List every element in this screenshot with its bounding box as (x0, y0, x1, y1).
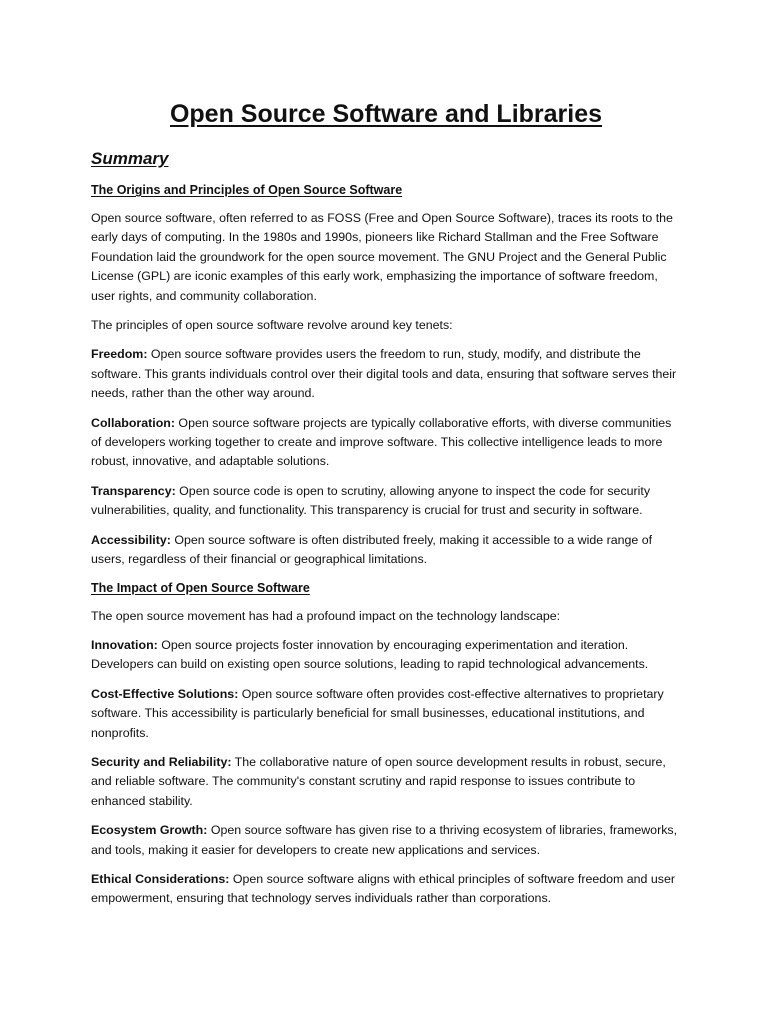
paragraph-text: Open source software, often referred to as FOSS (Free and Open Source Software), traces its roots to the early days of computing. In the 1980s and 1990s, pioneers like Richard Stallman and the Free Software Foundation laid the groundwork for the open source movement. The GNU Project and the General Public License (GPL) are iconic examples of this early work, emphasizing the importance of software freedom, user rights, and community collaboration. (91, 211, 673, 303)
paragraph (91, 607, 681, 626)
paragraph (91, 414, 681, 472)
paragraph-label: Accessibility: (91, 532, 171, 547)
paragraph-label: Collaboration: (91, 415, 175, 430)
paragraph (91, 821, 681, 860)
paragraph-label: Transparency: (91, 483, 176, 498)
document-sections (91, 182, 681, 909)
paragraph (91, 870, 681, 909)
paragraph-text: Open source software projects are typically collaborative efforts, with diverse communities of developers working together to create and improve software. This collective intelligence leads to more robust, innovative, and adaptable solutions. (91, 415, 672, 469)
paragraph (91, 345, 681, 403)
paragraph-text: The principles of open source software revolve around key tenets: (91, 318, 453, 333)
paragraph-label: Security and Reliability: (91, 754, 232, 769)
paragraph-text: Open source software is often distributed freely, making it accessible to a wide range of users, regardless of their financial or geographical limitations. (91, 532, 653, 567)
paragraph-label: Ethical Considerations: (91, 871, 230, 886)
summary-heading: Summary (91, 149, 169, 168)
paragraph-label: Innovation: (91, 637, 158, 652)
paragraph-text: Open source software often provides cost-effective alternatives to proprietary software. This accessibility is particularly beneficial for small businesses, educational institutions, and nonprofits. (91, 686, 664, 740)
section-heading: The Impact of Open Source Software (91, 580, 310, 595)
paragraph (91, 685, 681, 743)
document-body (91, 96, 681, 919)
paragraph-label: Freedom: (91, 347, 148, 362)
paragraph-text: Open source software aligns with ethical principles of software freedom and user empowerment, ensuring that technology serves individuals rather than corporations. (91, 871, 675, 906)
paragraph-text: Open source software provides users the freedom to run, study, modify, and distribute the software. This grants individuals control over their digital tools and data, ensuring that software serves their needs, rather than the other way around. (91, 347, 677, 401)
paragraph-label: Ecosystem Growth: (91, 823, 208, 838)
paragraph (91, 531, 681, 570)
paragraph-text: The open source movement has had a profound impact on the technology landscape: (91, 608, 561, 623)
paragraph-text: Open source code is open to scrutiny, allowing anyone to inspect the code for security vulnerabilities, quality, and functionality. This transparency is crucial for trust and security in software. (91, 483, 651, 518)
paragraph (91, 482, 681, 521)
paragraph-text: The collaborative nature of open source development results in robust, secure, and reliable software. The community's constant scrutiny and rapid response to issues contribute to enhanced stability. (91, 754, 666, 808)
paragraph (91, 316, 681, 335)
paragraph (91, 753, 681, 811)
section-heading: The Origins and Principles of Open Source Software (91, 183, 403, 197)
paragraph (91, 636, 681, 675)
paragraph-text: Open source software has given rise to a thriving ecosystem of libraries, frameworks, and tools, making it easier for developers to create new applications and services. (91, 823, 678, 857)
paragraph-text: Open source projects foster innovation by encouraging experimentation and iteration. Developers can build on existing open source solutions, leading to rapid technological advancements. (91, 637, 649, 672)
paragraph (91, 209, 681, 306)
paragraph-label: Cost-Effective Solutions: (91, 686, 239, 701)
page-title: Open Source Software and Libraries (169, 100, 603, 128)
